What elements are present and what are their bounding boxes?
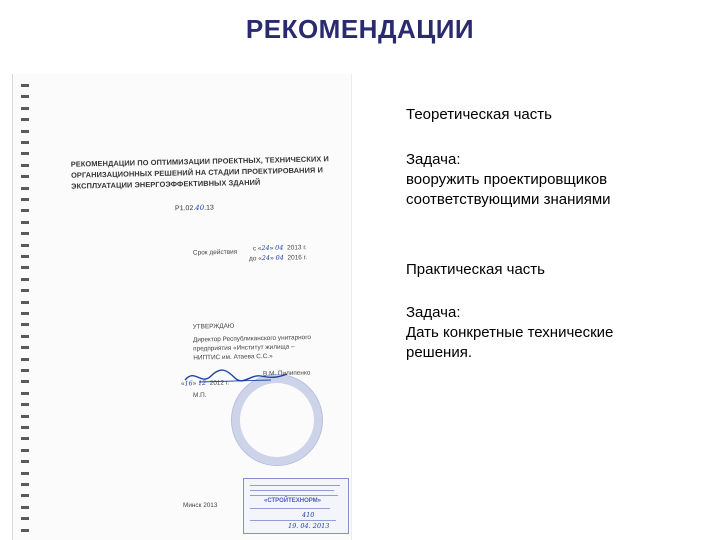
binding-tick: [21, 175, 29, 178]
document-code-prefix: Р1.02.: [174, 204, 196, 213]
binding-tick: [21, 130, 29, 133]
binding-tick: [21, 517, 29, 520]
stamp-line: [250, 520, 336, 521]
task-label: Задача:: [406, 151, 461, 168]
validity-label: Срок действия: [192, 248, 238, 257]
binding-tick: [21, 380, 29, 383]
binding-tick: [21, 244, 29, 247]
city-year: Минск 2013: [183, 502, 218, 509]
document-code-suffix: .13: [204, 204, 214, 212]
stamp-line: [250, 485, 340, 486]
signature-date-day: 16: [184, 379, 193, 388]
binding-tick: [21, 312, 29, 315]
seal-label: М.П.: [193, 392, 207, 399]
binding-tick: [21, 506, 29, 509]
registration-stamp: [243, 478, 349, 534]
document-heading-line: РЕКОМЕНДАЦИИ ПО ОПТИМИЗАЦИИ ПРОЕКТНЫХ, ТЕХНИЧЕСКИХ И: [70, 154, 330, 169]
validity-from-prefix: с «: [252, 245, 262, 253]
signature-date: «16» 12 2012 г.: [180, 378, 230, 388]
binding-tick: [21, 198, 29, 201]
signature-date-month: 12: [197, 378, 207, 388]
binding-tick: [21, 232, 29, 235]
validity-from-month: 04: [275, 243, 284, 252]
approval-line: предприятия «Институт жилища –: [193, 343, 295, 353]
validity-from-year: 2013 г.: [286, 244, 307, 252]
binding-tick: [21, 415, 29, 418]
binding-tick: [21, 301, 29, 304]
task-text-line: соответствующими знаниями: [406, 191, 611, 208]
binding-tick: [21, 403, 29, 406]
validity-to: до «24» 04 2016 г.: [248, 253, 308, 263]
validity-to-prefix: до «: [248, 255, 262, 263]
document-heading-line: ЭКСПЛУАТАЦИИ ЭНЕРГОЭФФЕКТИВНЫХ ЗДАНИЙ: [71, 177, 261, 191]
validity-period: [193, 242, 344, 275]
practice-task: [406, 303, 706, 363]
binding-tick: [21, 209, 29, 212]
binding-tick: [21, 460, 29, 463]
task-label: Задача:: [406, 304, 461, 321]
binding-tick: [21, 266, 29, 269]
stamp-line: [250, 508, 330, 509]
validity-to-month: 04: [275, 253, 284, 262]
binding-tick: [21, 335, 29, 338]
binding-tick: [21, 483, 29, 486]
document-code: [175, 204, 214, 213]
signature-date-year: 2012 г.: [209, 379, 230, 387]
binding-tick: [21, 369, 29, 372]
task-text-line: вооружить проектировщиков: [406, 171, 608, 188]
binding-tick: [21, 278, 29, 281]
binding-tick: [21, 358, 29, 361]
stamp-organization: «СТРОЙТЕХНОРМ»: [264, 498, 322, 504]
binding-tick: [21, 84, 29, 87]
scanned-document-page: [12, 74, 351, 540]
binding-tick: [21, 346, 29, 349]
task-text-line: Дать конкретные технические: [406, 324, 614, 341]
registration-number: 410: [302, 511, 315, 519]
signer-name: В.М. Пилипенко: [262, 369, 311, 378]
binding-tick: [21, 221, 29, 224]
slide-title: РЕКОМЕНДАЦИИ: [245, 14, 475, 44]
binding-tick: [21, 323, 29, 326]
binding-tick: [21, 118, 29, 121]
binding-tick: [21, 255, 29, 258]
approval-line: Директор Республиканского унитарного: [192, 334, 312, 344]
binding-tick: [21, 289, 29, 292]
binding-tick: [21, 392, 29, 395]
theory-heading: Теоретическая часть: [406, 106, 552, 123]
binding-tick: [21, 529, 29, 532]
registration-date: 19. 04. 2013: [288, 522, 330, 530]
approval-block: [193, 319, 344, 362]
binding-tick: [21, 164, 29, 167]
approval-line: НИПТИС им. Атаева С.С.»: [193, 352, 273, 362]
task-text-line: решения.: [406, 344, 473, 361]
binding-tick: [21, 449, 29, 452]
validity-to-year: 2016 г.: [287, 254, 308, 262]
binding-tick: [21, 494, 29, 497]
binding-tick: [21, 95, 29, 98]
validity-to-day: 24: [261, 253, 271, 263]
validity-from: с «24» 04 2013 г.: [252, 243, 307, 253]
binding-tick: [21, 107, 29, 110]
spiral-binding: [21, 80, 31, 540]
binding-tick: [21, 437, 29, 440]
binding-tick: [21, 472, 29, 475]
document-heading-line: ОРГАНИЗАЦИОННЫХ РЕШЕНИЙ НА СТАДИИ ПРОЕКТИРОВАНИЯ И: [70, 165, 324, 180]
practice-heading: Практическая часть: [406, 261, 545, 278]
binding-tick: [21, 187, 29, 190]
document-heading: [71, 153, 332, 191]
binding-tick: [21, 152, 29, 155]
stamp-line: [250, 495, 338, 496]
binding-tick: [21, 141, 29, 144]
stamp-line: [250, 490, 334, 491]
document-code-handwritten: 40: [195, 203, 205, 212]
binding-tick: [21, 426, 29, 429]
approval-title: УТВЕРЖДАЮ: [192, 322, 235, 331]
theory-task: [406, 150, 706, 210]
validity-from-day: 24: [261, 243, 270, 253]
